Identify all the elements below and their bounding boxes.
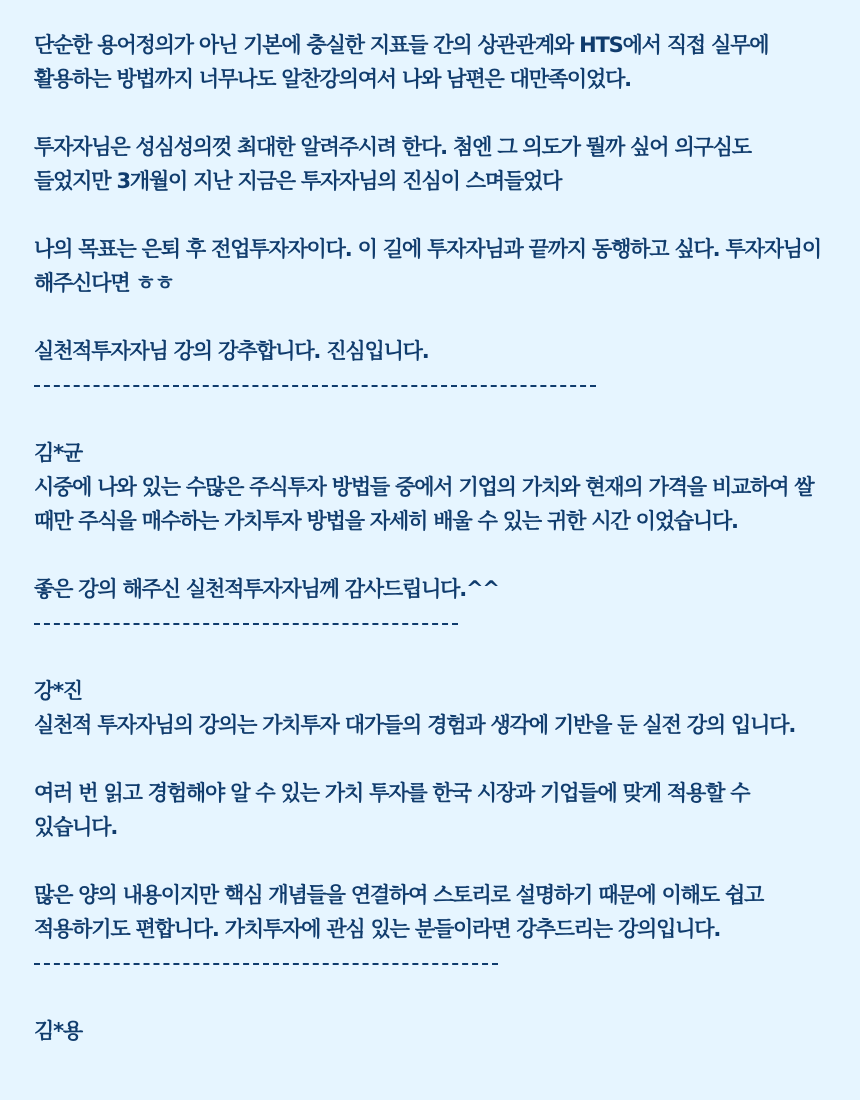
review-paragraph: 많은 양의 내용이지만 핵심 개념들을 연결하여 스토리로 설명하기 때문에 이해도 쉽고 적용하기도 편합니다. 가치투자에 관심 있는 분들이라면 강추드리는 강의입니다. bbox=[34, 883, 770, 941]
dashed-divider bbox=[34, 368, 826, 402]
reviewer-name: 김*균 bbox=[34, 441, 82, 465]
reviewer-name: 김*용 bbox=[34, 1019, 82, 1043]
review-paragraph: 실천적 투자자님의 강의는 가치투자 대가들의 경험과 생각에 기반을 둔 실전 강의 입니다. bbox=[34, 713, 796, 737]
dashed-divider bbox=[34, 606, 826, 640]
dashed-divider bbox=[34, 946, 826, 980]
reviewer-name: 강*진 bbox=[34, 679, 82, 703]
review-paragraph: 여러 번 읽고 경험해야 알 수 있는 가치 투자를 한국 시장과 기업들에 맞게 적용할 수 있습니다. bbox=[34, 781, 756, 839]
review-paragraph: 나의 목표는 은퇴 후 전업투자자이다. 이 길에 투자자님과 끝까지 동행하고 싶다. 투자자님이 해주신다면 ㅎㅎ bbox=[34, 237, 828, 295]
review-paragraph: 시중에 나와 있는 수많은 주식투자 방법들 중에서 기업의 가치와 현재의 가격을 비교하여 쌀 때만 주식을 매수하는 가치투자 방법을 자세히 배울 수 있는 귀한 시간 이었습니다. bbox=[34, 475, 820, 533]
review-paragraph: 단순한 용어정의가 아닌 기본에 충실한 지표들 간의 상관관계와 HTS에서 직접 실무에 활용하는 방법까지 너무나도 알찬강의여서 나와 남편은 대만족이었다. bbox=[34, 33, 775, 91]
review-paragraph: 투자자님은 성심성의껏 최대한 알려주시려 한다. 첨엔 그 의도가 뭘까 싶어 의구심도 들었지만 3개월이 지난 지금은 투자자님의 진심이 스며들었다 bbox=[34, 135, 757, 193]
review-paragraph: 실천적투자자님 강의 강추합니다. 진심입니다. bbox=[34, 339, 429, 363]
review-paragraph: 좋은 강의 해주신 실천적투자자님께 감사드립니다.^^ bbox=[34, 577, 499, 601]
